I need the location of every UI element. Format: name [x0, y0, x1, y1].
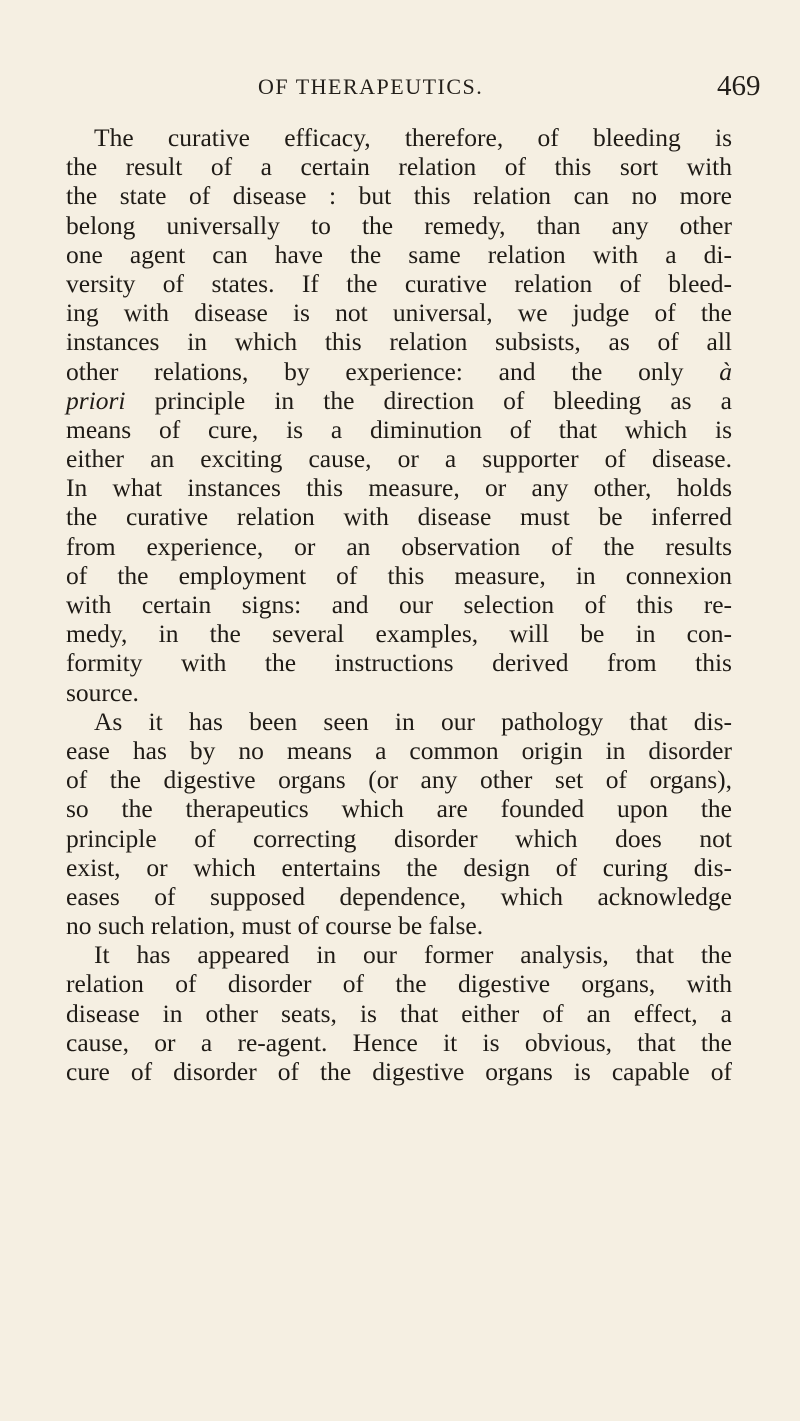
text-line: exist, or which entertains the design of curing dis-	[66, 852, 732, 882]
text-line: ing with disease is not universal, we judge of the	[66, 298, 732, 328]
text-line: cause, or a re-agent. Hence it is obvious, that the	[66, 1027, 732, 1057]
text-segment: other relations, by experience: and the only	[66, 356, 684, 386]
text-line: so the therapeutics which are founded upon the	[66, 794, 732, 824]
text-line: disease in other seats, is that either of an effect, a	[66, 998, 732, 1028]
text-line: no such relation, must of course be false.	[66, 911, 484, 941]
running-head	[0, 70, 800, 110]
body-text	[66, 123, 732, 1086]
text-line: of the digestive organs (or any other set of organs),	[66, 765, 732, 795]
text-line: from experience, or an observation of the results	[66, 531, 732, 561]
text-line	[66, 386, 732, 415]
text-line: The curative efficacy, therefore, of bleeding is	[94, 123, 732, 152]
italic-word: à	[719, 356, 732, 386]
text-line: cure of disorder of the digestive organs is capable of	[66, 1057, 732, 1086]
text-line: the result of a certain relation of this sort with	[66, 152, 732, 182]
text-line: the state of disease : but this relation can no more	[66, 181, 732, 211]
italic-word: priori	[66, 385, 126, 415]
text-line: means of cure, is a diminution of that which is	[66, 414, 732, 444]
text-line: instances in which this relation subsists, as of all	[66, 327, 732, 357]
text-line: In what instances this measure, or any other, holds	[66, 473, 732, 503]
text-line: As it has been seen in our pathology that dis-	[94, 706, 732, 736]
text-segment: principle in the direction of bleeding as a	[154, 385, 733, 415]
text-line: medy, in the several examples, will be in con-	[66, 619, 732, 649]
text-line: source.	[66, 677, 139, 707]
text-line: one agent can have the same relation with a di-	[66, 239, 732, 269]
running-title: OF THERAPEUTICS.	[258, 74, 484, 99]
text-line: belong universally to the remedy, than any other	[66, 210, 732, 240]
text-line: versity of states. If the curative relation of bleed-	[66, 268, 732, 298]
text-line: formity with the instructions derived from this	[66, 648, 732, 678]
text-line: either an exciting cause, or a supporter of disease.	[66, 444, 732, 474]
text-line: ease has by no means a common origin in disorder	[66, 735, 732, 765]
text-line: relation of disorder of the digestive organs, with	[66, 969, 732, 999]
text-line: eases of supposed dependence, which acknowledge	[66, 881, 732, 911]
text-line: principle of correcting disorder which does not	[66, 823, 732, 853]
text-line	[66, 357, 732, 386]
text-line: with certain signs: and our selection of this re-	[66, 590, 732, 619]
text-line: It has appeared in our former analysis, that the	[94, 940, 732, 970]
text-line: the curative relation with disease must be inferred	[66, 502, 732, 532]
text-line: of the employment of this measure, in connexion	[66, 560, 732, 590]
page-number: 469	[717, 70, 761, 102]
